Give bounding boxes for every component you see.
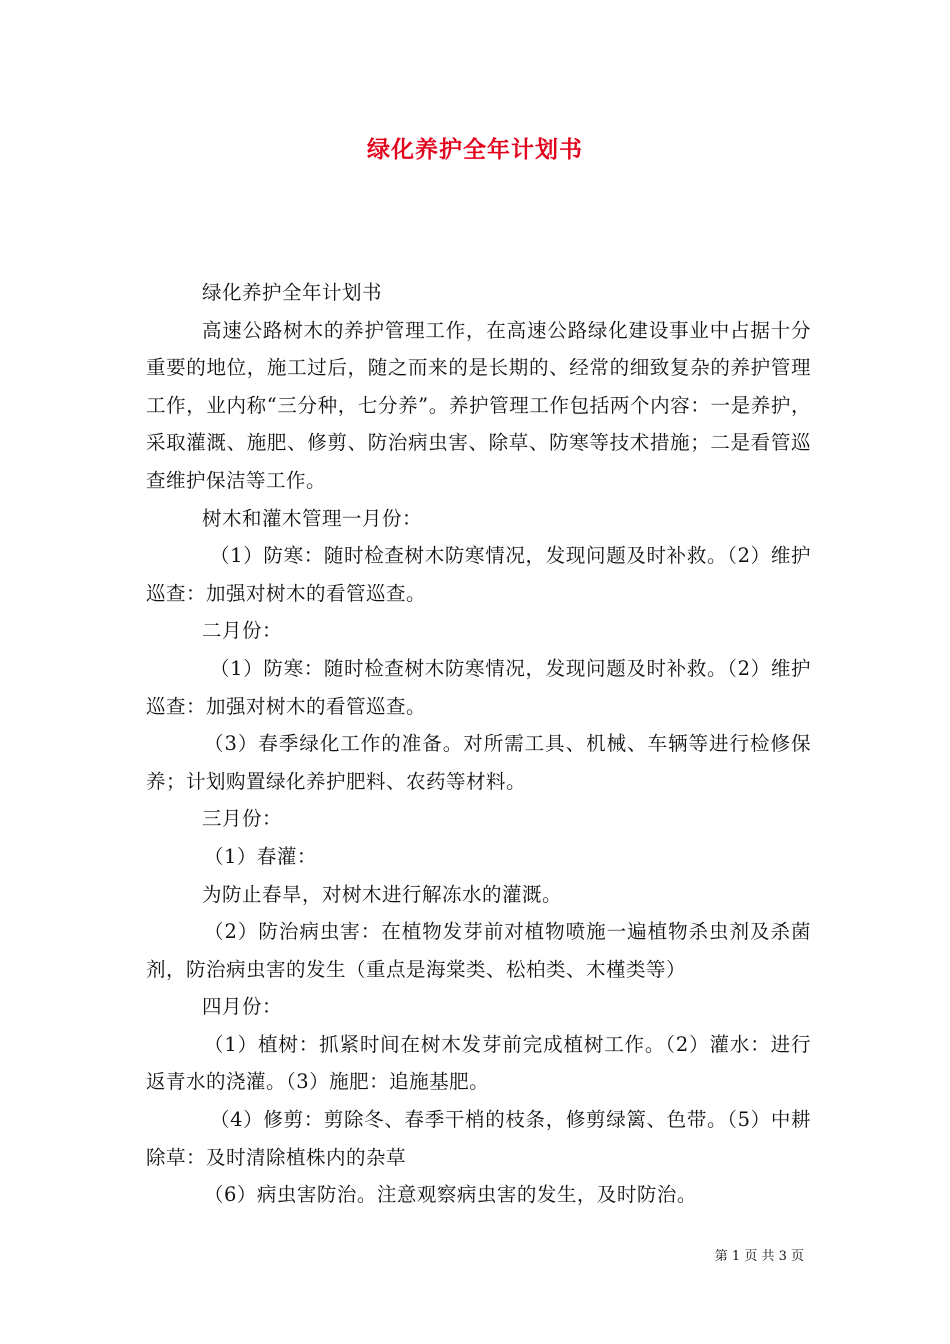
april-items-1-3: （1）植树：抓紧时间在树木发芽前完成植树工作。（2）灌水：进行返青水的浇灌。（3）施肥：追施基肥。 bbox=[146, 1032, 811, 1094]
march-item-1: （1）春灌： bbox=[204, 844, 317, 868]
february-item-3: （3）春季绿化工作的准备。对所需工具、机械、车辆等进行检修保养；计划购置绿化养护肥料、农药等材料。 bbox=[146, 732, 811, 793]
intro-heading: 绿化养护全年计划书 bbox=[202, 281, 383, 304]
february-items: （1）防寒：随时检查树木防寒情况，发现问题及时补救。（2）维护巡查：加强对树木的看管巡查。 bbox=[146, 656, 811, 718]
april-heading: 四月份： bbox=[202, 995, 283, 1019]
document-title: 绿化养护全年计划书 bbox=[367, 136, 583, 163]
april-item-6: （6）病虫害防治。注意观察病虫害的发生，及时防治。 bbox=[204, 1183, 697, 1207]
document-body bbox=[146, 274, 811, 1214]
march-item-2: （2）防治病虫害：在植物发芽前对植物喷施一遍植物杀虫剂及杀菌剂，防治病虫害的发生（重点是海棠类、松柏类、木槿类等） bbox=[146, 920, 811, 981]
march-item-1-detail: 为防止春旱，对树木进行解冻水的灌溉。 bbox=[202, 882, 563, 906]
january-items: （1）防寒：随时检查树木防寒情况，发现问题及时补救。（2）维护巡查：加强对树木的看管巡查。 bbox=[146, 544, 811, 605]
february-heading: 二月份： bbox=[202, 619, 283, 643]
april-items-4-5: （4）修剪：剪除冬、春季干梢的枝条，修剪绿篱、色带。（5）中耕除草：及时清除植株内的杂草 bbox=[146, 1108, 811, 1169]
march-heading: 三月份： bbox=[202, 807, 283, 831]
intro-paragraph: 高速公路树木的养护管理工作，在高速公路绿化建设事业中占据十分重要的地位，施工过后，随之而来的是长期的、经常的细致复杂的养护管理工作，业内称“三分种，七分养”。养护管理工作包括两个内容：一是养护，采取灌溉、施肥、修剪、防治病虫害、除草、防寒等技术措施；二是看管巡查维护保洁等工作。 bbox=[146, 318, 811, 492]
january-heading: 树木和灌木管理一月份： bbox=[202, 506, 423, 530]
page-number: 第 1 页 共 3 页 bbox=[714, 1249, 804, 1264]
